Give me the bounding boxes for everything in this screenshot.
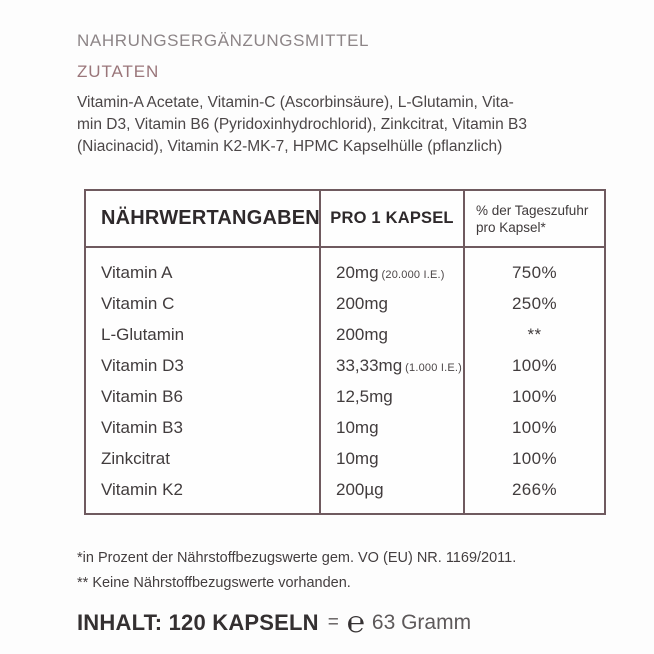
column-header-daily-percent [463,191,604,246]
content-weight: 63 Gramm [371,611,472,634]
ingredients-text [77,92,547,158]
nutrient-daily-percent: 100% [511,449,558,468]
amount-value: 20mg [336,263,379,282]
amount-value: 10mg [336,418,379,437]
nutrient-name: L-Glutamin [101,325,185,344]
ingredients-line: (Niacinacid), Vitamin K2-MK-7, HPMC Kapselhülle (pflanzlich) [77,138,503,155]
footnotes [77,546,516,595]
nutrient-amount [321,412,463,443]
nutrient-daily-percent: 266% [511,480,558,499]
nutrient-daily-percent: 250% [511,294,558,313]
nutrient-name: Zinkcitrat [101,449,170,468]
column-daily-percent [463,248,604,513]
footnote-no-reference: ** Keine Nährstoffbezugswerte vorhanden. [77,574,351,591]
amount-value: 33,33mg [336,356,403,375]
nutrition-table [84,189,606,515]
nutrient-amount [321,381,463,412]
ingredients-title: ZUTATEN [77,62,160,81]
amount-note: (1.000 I.E.) [405,362,462,374]
column-amounts [319,248,463,513]
amount-value: 12,5mg [336,387,393,406]
nutrient-amount [321,474,463,505]
nutrient-amount [321,257,463,288]
nutrient-name: Vitamin B3 [101,418,183,437]
nutrient-name: Vitamin B6 [101,387,183,406]
nutrient-amount [321,443,463,474]
nutrient-daily-percent: 100% [511,387,558,406]
equals-sign: = [327,612,339,633]
amount-value: 200mg [336,294,388,313]
nutrition-table-header [86,191,604,248]
column-header-daily-percent-line1: % der Tageszufuhr [476,202,589,218]
nutrient-daily-percent: ** [527,325,542,344]
category-title: NAHRUNGSERGÄNZUNGSMITTEL [77,31,370,50]
column-header-per-capsule: PRO 1 KAPSEL [319,191,463,246]
amount-value: 10mg [336,449,379,468]
amount-value: 200µg [336,480,384,499]
nutrition-table-body [86,248,604,513]
footnote-daily-reference: *in Prozent der Nährstoffbezugswerte gem. VO (EU) NR. 1169/2011. [77,550,517,566]
nutrient-name: Vitamin C [101,294,175,313]
column-header-daily-percent-line2: pro Kapsel* [476,219,546,235]
nutrient-name: Vitamin K2 [101,480,183,499]
estimated-sign-icon: ℮ [346,606,365,639]
nutrient-amount [321,350,463,381]
amount-note: (20.000 I.E.) [381,269,445,281]
nutrient-name: Vitamin D3 [101,356,184,375]
table-title: NÄHRWERTANGABEN [101,207,320,229]
nutrient-amount [321,319,463,350]
nutrient-daily-percent: 750% [511,263,558,282]
ingredients-line: min D3, Vitamin B6 (Pyridoxinhydrochlorid), Zinkcitrat, Vitamin B3 [77,116,527,133]
content-statement [77,606,472,639]
nutrient-amount [321,288,463,319]
nutrient-name: Vitamin A [101,263,173,282]
content-amount: INHALT: 120 KAPSELN [77,610,319,635]
nutrient-daily-percent: 100% [511,418,558,437]
ingredients-line: Vitamin-A Acetate, Vitamin-C (Ascorbinsäure), L-Glutamin, Vita- [77,94,514,111]
nutrient-daily-percent: 100% [511,356,558,375]
amount-value: 200mg [336,325,388,344]
column-nutrient-names [86,248,319,513]
